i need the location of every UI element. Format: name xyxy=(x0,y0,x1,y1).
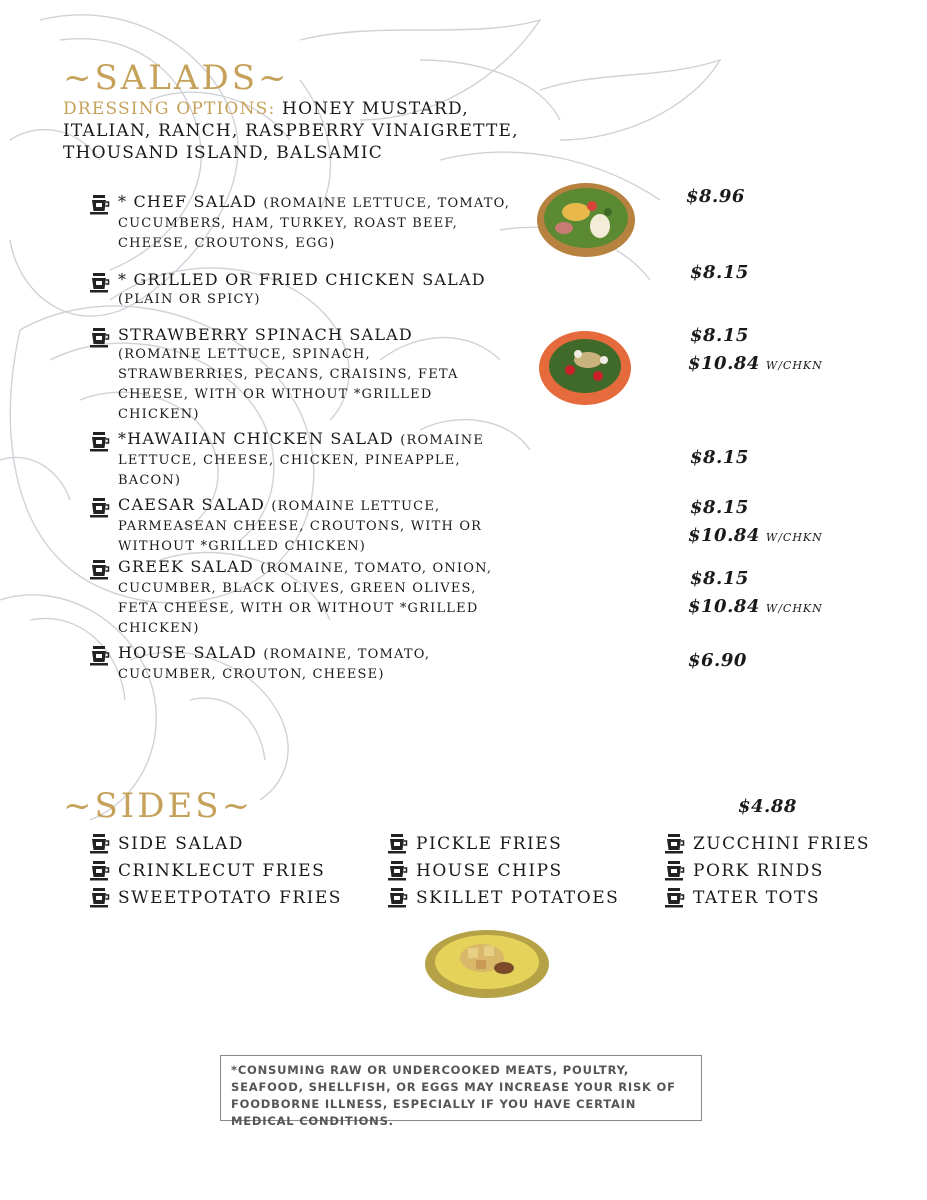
side-name: SIDE SALAD xyxy=(118,834,244,854)
coffee-cup-icon xyxy=(665,887,685,909)
item-name: CAESAR SALAD xyxy=(118,495,266,514)
dressing-options xyxy=(63,98,543,164)
sides-heading: ~SIDES~ xyxy=(63,786,254,826)
coffee-cup-icon xyxy=(665,833,685,855)
item-description: (ROMAINE, TOMATO, CUCUMBER, CROUTON, CHEESE) xyxy=(118,647,431,682)
side-item xyxy=(388,860,563,882)
side-item xyxy=(665,833,870,855)
coffee-cup-icon xyxy=(388,833,408,855)
menu-item-caesar-salad xyxy=(90,496,530,556)
price-chef-salad: $8.96 xyxy=(686,186,745,207)
side-name: SWEETPOTATO FRIES xyxy=(118,888,342,908)
price-greek-chicken xyxy=(688,596,823,617)
salads-heading: ~SALADS~ xyxy=(63,58,290,98)
coffee-cup-icon xyxy=(90,272,110,294)
side-name: SKILLET POTATOES xyxy=(416,888,620,908)
item-description: (ROMAINE LETTUCE, CHEESE, CHICKEN, PINEAPPLE, BACON) xyxy=(118,433,485,488)
side-name: PORK RINDS xyxy=(693,861,824,881)
side-item xyxy=(665,860,824,882)
price-strawberry-spinach-chicken xyxy=(688,353,823,374)
strawberry-spinach-salad-image xyxy=(538,330,632,406)
menu-item-hawaiian-chicken-salad xyxy=(90,430,530,490)
coffee-cup-icon xyxy=(90,431,110,453)
chef-salad-image xyxy=(536,182,636,258)
sides-price: $4.88 xyxy=(738,796,797,817)
price-note: W/CHKN xyxy=(765,359,823,372)
item-description: (ROMAINE LETTUCE, PARMEASEAN CHEESE, CROUTONS, WITH OR WITHOUT *GRILLED CHICKEN) xyxy=(118,499,483,554)
price-value: $10.84 xyxy=(688,596,760,617)
price-chicken-salad: $8.15 xyxy=(690,262,749,283)
coffee-cup-icon xyxy=(90,645,110,667)
item-name: GREEK SALAD xyxy=(118,557,254,576)
side-item xyxy=(90,833,244,855)
item-name: * GRILLED OR FRIED CHICKEN SALAD xyxy=(118,270,486,289)
coffee-cup-icon xyxy=(665,860,685,882)
side-name: HOUSE CHIPS xyxy=(416,861,563,881)
menu-item-house-salad xyxy=(90,644,530,684)
price-hawaiian: $8.15 xyxy=(690,447,749,468)
price-caesar: $8.15 xyxy=(690,497,749,518)
dressing-options-label: DRESSING OPTIONS: xyxy=(63,99,276,119)
item-name: HOUSE SALAD xyxy=(118,643,258,662)
item-description: (PLAIN OR SPICY) xyxy=(118,292,261,307)
price-greek: $8.15 xyxy=(690,568,749,589)
price-note: W/CHKN xyxy=(765,531,823,544)
menu-item-greek-salad xyxy=(90,558,530,638)
coffee-cup-icon xyxy=(90,833,110,855)
coffee-cup-icon xyxy=(90,497,110,519)
coffee-cup-icon xyxy=(90,887,110,909)
coffee-cup-icon xyxy=(90,327,110,349)
side-item xyxy=(665,887,820,909)
price-caesar-chicken xyxy=(688,525,823,546)
item-name: STRAWBERRY SPINACH SALAD xyxy=(118,325,413,344)
side-item xyxy=(90,860,325,882)
sides-plate-image xyxy=(424,924,550,1000)
coffee-cup-icon xyxy=(90,194,110,216)
menu-item-chicken-salad xyxy=(90,271,530,309)
side-item xyxy=(388,833,562,855)
item-description: (ROMAINE LETTUCE, TOMATO, CUCUMBERS, HAM, TURKEY, ROAST BEEF, CHEESE, CROUTONS, EGG) xyxy=(118,196,511,251)
price-value: $10.84 xyxy=(688,525,760,546)
item-name: *HAWAIIAN CHICKEN SALAD xyxy=(118,429,394,448)
item-name: * CHEF SALAD xyxy=(118,192,258,211)
side-name: ZUCCHINI FRIES xyxy=(693,834,871,854)
food-safety-notice: *CONSUMING RAW OR UNDERCOOKED MEATS, POULTRY, SEAFOOD, SHELLFISH, OR EGGS MAY INCREASE YOUR RISK OF FOODBORNE ILLNESS, ESPECIALLY IF YOU HAVE CERTAIN MEDICAL CONDITIONS. xyxy=(220,1055,702,1121)
price-value: $10.84 xyxy=(688,353,760,374)
side-name: CRINKLECUT FRIES xyxy=(118,861,326,881)
coffee-cup-icon xyxy=(90,559,110,581)
menu-item-strawberry-spinach-salad xyxy=(90,326,530,424)
price-strawberry-spinach: $8.15 xyxy=(690,325,749,346)
item-description: (ROMAINE, TOMATO, ONION, CUCUMBER, BLACK OLIVES, GREEN OLIVES, FETA CHEESE, WITH OR WITHOUT *GRILLED CHICKEN) xyxy=(118,561,493,636)
price-house: $6.90 xyxy=(688,650,747,671)
coffee-cup-icon xyxy=(90,860,110,882)
dressing-options-list: HONEY MUSTARD, ITALIAN, RANCH, RASPBERRY VINAIGRETTE, THOUSAND ISLAND, BALSAMIC xyxy=(63,99,519,163)
side-name: PICKLE FRIES xyxy=(416,834,563,854)
menu-item-chef-salad xyxy=(90,193,530,253)
side-item xyxy=(90,887,342,909)
coffee-cup-icon xyxy=(388,887,408,909)
price-note: W/CHKN xyxy=(765,602,823,615)
item-description: (ROMAINE LETTUCE, SPINACH, STRAWBERRIES, PECANS, CRAISINS, FETA CHEESE, WITH OR WITHOUT *GRILLED CHICKEN) xyxy=(118,347,459,422)
side-name: TATER TOTS xyxy=(693,888,820,908)
coffee-cup-icon xyxy=(388,860,408,882)
side-item xyxy=(388,887,619,909)
